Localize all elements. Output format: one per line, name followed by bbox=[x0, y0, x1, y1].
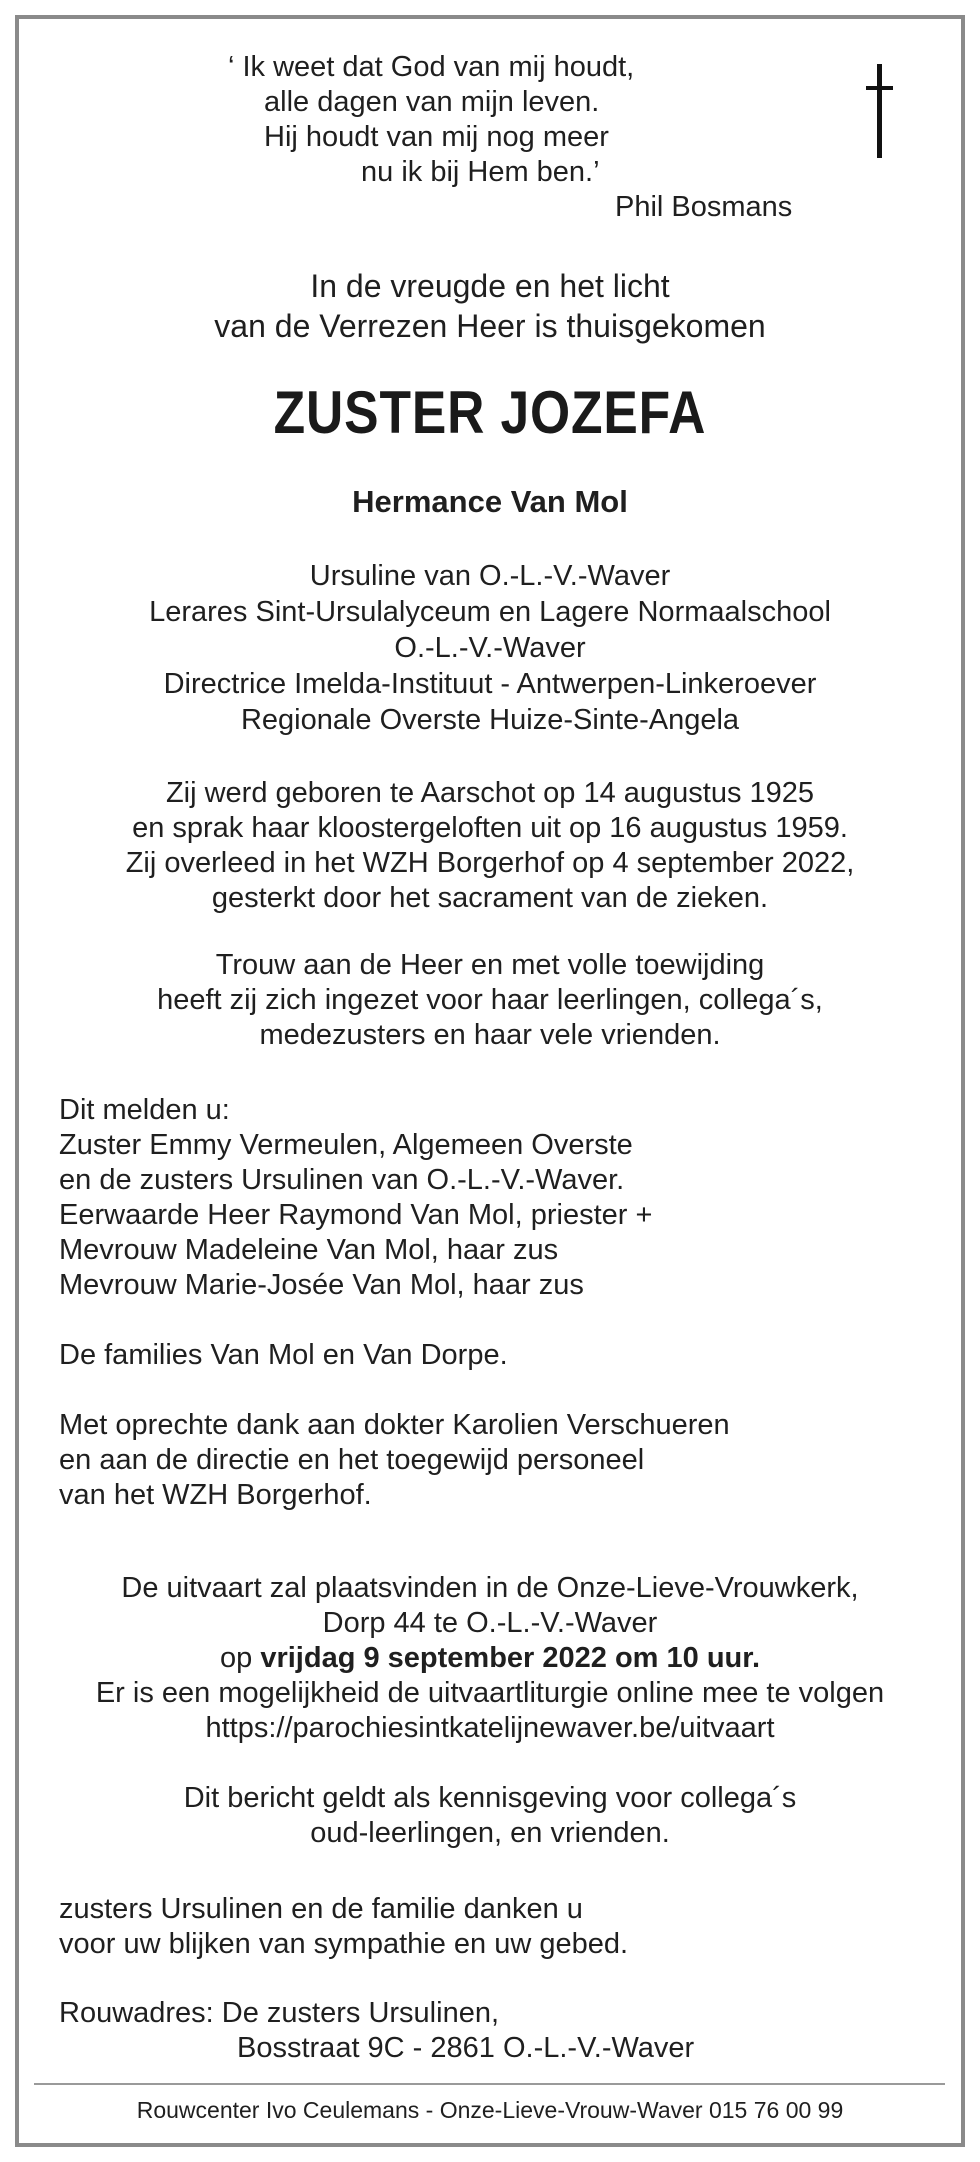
bio-line: Zij werd geboren te Aarschot op 14 augustus 1925 bbox=[165, 777, 815, 809]
thanks-line: en aan de directie en het toegewijd personeel bbox=[59, 1444, 645, 1476]
funeral-date-line bbox=[0, 1640, 980, 1676]
announcer-line: en de zusters Ursulinen van O.-L.-V.-Waver. bbox=[59, 1164, 625, 1196]
tribute-line: Trouw aan de Heer en met volle toewijding bbox=[215, 949, 765, 981]
thanks-line: van het WZH Borgerhof. bbox=[59, 1479, 372, 1511]
thanks-line: Met oprechte dank aan dokter Karolien Verschueren bbox=[59, 1409, 730, 1441]
funeral-date-prefix: op bbox=[220, 1642, 253, 1674]
civil-name: Hermance Van Mol bbox=[352, 484, 628, 519]
footer-divider bbox=[34, 2083, 945, 2085]
quote-line-3: Hij houdt van mij nog meer bbox=[264, 121, 609, 153]
gratitude-line: voor uw blijken van sympathie en uw gebed. bbox=[59, 1928, 629, 1960]
funeral-date: vrijdag 9 september 2022 om 10 uur. bbox=[260, 1642, 760, 1674]
bio-line: gesterkt door het sacrament van de zieken. bbox=[211, 882, 769, 914]
address-line-2: Bosstraat 9C - 2861 O.-L.-V.-Waver bbox=[237, 2032, 695, 2064]
tribute-line: heeft zij zich ingezet voor haar leerlingen, collega´s, bbox=[157, 984, 823, 1016]
announcer-line: Dit melden u: bbox=[59, 1094, 230, 1126]
funeral-line-4: Er is een mogelijkheid de uitvaartliturgie online mee te volgen bbox=[95, 1677, 885, 1709]
bio-line: Zij overleed in het WZH Borgerhof op 4 september 2022, bbox=[125, 847, 855, 879]
role-line: Lerares Sint-Ursulalyceum en Lagere Normaalschool bbox=[149, 596, 831, 628]
intro-line-1: In de vreugde en het licht bbox=[310, 268, 670, 304]
funeral-home-footer: Rouwcenter Ivo Ceulemans - Onze-Lieve-Vrouw-Waver 015 76 00 99 bbox=[136, 2097, 844, 2123]
gratitude-line: zusters Ursulinen en de familie danken u bbox=[59, 1893, 583, 1925]
funeral-line-1: De uitvaart zal plaatsvinden in de Onze-Lieve-Vrouwkerk, bbox=[121, 1572, 859, 1604]
quote-line-1: ‘ Ik weet dat God van mij houdt, bbox=[228, 51, 635, 83]
quote-line-2: alle dagen van mijn leven. bbox=[264, 86, 600, 118]
address-line-1: Rouwadres: De zusters Ursulinen, bbox=[59, 1997, 500, 2029]
notice-line: Dit bericht geldt als kennisgeving voor collega´s bbox=[183, 1782, 797, 1814]
bio-line: en sprak haar kloostergeloften uit op 16 augustus 1959. bbox=[132, 812, 848, 844]
announcer-line: Eerwaarde Heer Raymond Van Mol, priester + bbox=[59, 1199, 653, 1231]
tribute-line: medezusters en haar vele vrienden. bbox=[259, 1019, 721, 1051]
livestream-url[interactable]: https://parochiesintkatelijnewaver.be/uitvaart bbox=[205, 1712, 775, 1744]
funeral-line-2: Dorp 44 te O.-L.-V.-Waver bbox=[322, 1607, 658, 1639]
role-line: Regionale Overste Huize-Sinte-Angela bbox=[240, 704, 740, 736]
intro-line-2: van de Verrezen Heer is thuisgekomen bbox=[214, 308, 766, 344]
announcer-line: Mevrouw Marie-Josée Van Mol, haar zus bbox=[59, 1269, 584, 1301]
deceased-name: ZUSTER JOZEFA bbox=[273, 379, 707, 446]
quote-author: Phil Bosmans bbox=[615, 191, 793, 223]
role-line: O.-L.-V.-Waver bbox=[394, 632, 586, 664]
announcer-line: Zuster Emmy Vermeulen, Algemeen Overste bbox=[59, 1129, 633, 1161]
families-line: De families Van Mol en Van Dorpe. bbox=[59, 1339, 508, 1371]
role-line: Ursuline van O.-L.-V.-Waver bbox=[309, 560, 671, 592]
role-line: Directrice Imelda-Instituut - Antwerpen-Linkeroever bbox=[163, 668, 817, 700]
notice-line: oud-leerlingen, en vrienden. bbox=[310, 1817, 670, 1849]
quote-line-4: nu ik bij Hem ben.’ bbox=[361, 156, 600, 188]
announcer-line: Mevrouw Madeleine Van Mol, haar zus bbox=[59, 1234, 559, 1266]
